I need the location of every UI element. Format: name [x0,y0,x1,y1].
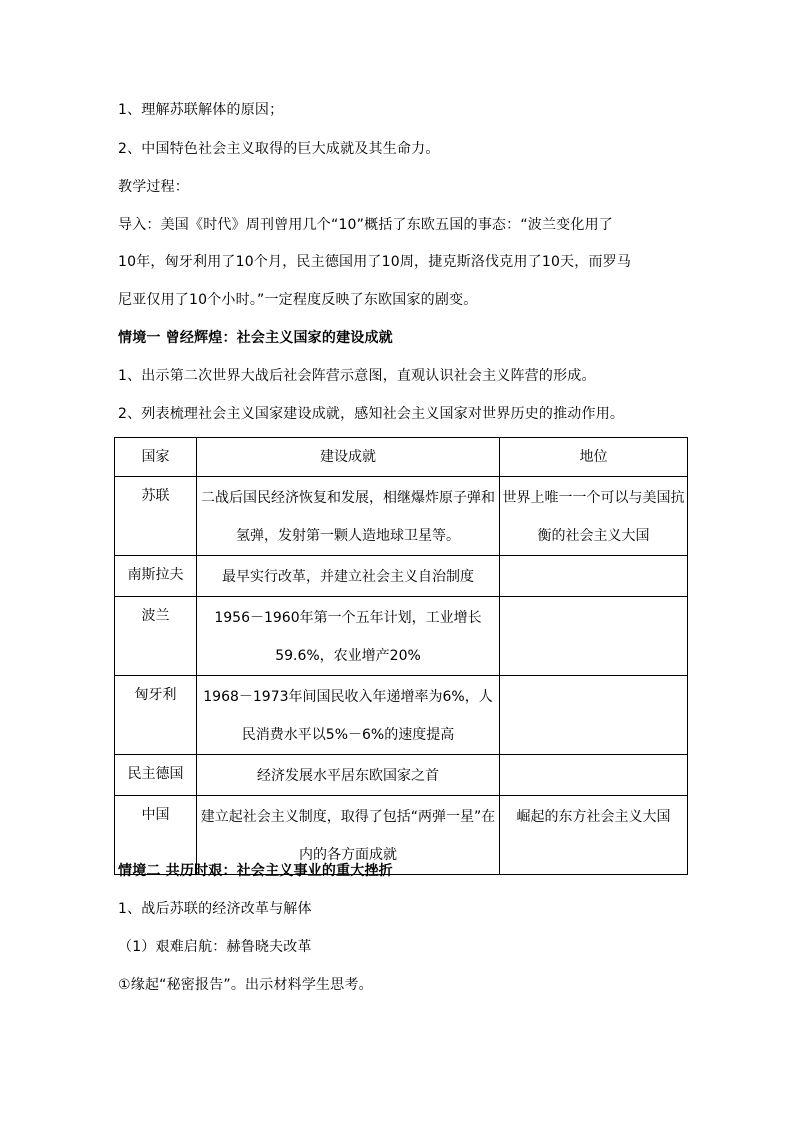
header-country: 国家 [115,438,197,477]
row-achievement [197,477,500,556]
table-row [115,597,688,676]
objective-2: 2、中国特色社会主义取得的巨大成就及其生命力。 [118,141,440,157]
header-achievement: 建设成就 [197,438,500,477]
row-country: 南斯拉夫 [115,556,197,597]
row-achievement-text: 1956－1960年第一个五年计划，工业增长59.6%，农业增产20% [214,610,482,664]
row-achievement-text: 1968－1973年间国民收入年递增率为6%，人民消费水平以5%－6%的速度提高 [203,689,493,743]
row-achievement [197,556,500,597]
row-status [500,796,688,875]
scene2-item-2: （1）艰难启航：赫鲁晓夫改革 [118,939,312,955]
scene2-item-3: ①缘起“秘密报告”。出示材料学生思考。 [118,977,373,993]
row-achievement-text: 二战后国民经济恢复和发展，相继爆炸原子弹和氢弹，发射第一颗人造地球卫星等。 [201,490,495,544]
table-row [115,676,688,755]
row-country: 民主德国 [115,755,197,796]
row-status [500,676,688,755]
scene2-item-1: 1、战后苏联的经济改革与解体 [118,901,312,917]
row-status-text: 崛起的东方社会主义大国 [516,809,671,825]
intro-line-1: 导入：美国《时代》周刊曾用几个“10”概括了东欧五国的事态：“波兰变化用了 [118,217,613,233]
row-status [500,597,688,676]
scene1-title: 情境一 曾经辉煌：社会主义国家的建设成就 [118,330,393,346]
row-status [500,477,688,556]
row-achievement-text: 经济发展水平居东欧国家之首 [257,768,439,784]
row-country: 匈牙利 [115,676,197,755]
row-country: 波兰 [115,597,197,676]
table-row [115,477,688,556]
intro-line-3: 尼亚仅用了10个小时。”一定程度反映了东欧国家的剧变。 [118,292,478,308]
row-status [500,755,688,796]
scene1-item-1: 1、出示第二次世界大战后社会阵营示意图，直观认识社会主义阵营的形成。 [118,368,596,384]
process-heading: 教学过程： [118,179,189,195]
row-achievement [197,597,500,676]
table-row [115,755,688,796]
table-row [115,556,688,597]
row-achievement-text: 最早实行改革，并建立社会主义自治制度 [222,569,474,585]
table-header-row [115,438,688,477]
header-status: 地位 [500,438,688,477]
row-achievement-text: 建立起社会主义制度，取得了包括“两弹一星”在内的各方面成就 [200,809,496,863]
scene1-item-2: 2、列表梳理社会主义国家建设成就，感知社会主义国家对世界历史的推动作用。 [118,406,625,422]
intro-line-2: 10年，匈牙利用了10个月，民主德国用了10周，捷克斯洛伐克用了10天，而罗马 [118,254,632,270]
achievements-table [114,437,688,875]
row-country: 苏联 [115,477,197,556]
row-status-text: 世界上唯一一个可以与美国抗衡的社会主义大国 [502,490,685,544]
scene2-title: 情境二 共历时艰：社会主义事业的重大挫折 [118,863,393,879]
row-country: 中国 [115,796,197,875]
row-achievement [197,676,500,755]
row-achievement [197,755,500,796]
row-status [500,556,688,597]
objective-1: 1、理解苏联解体的原因； [118,102,284,118]
